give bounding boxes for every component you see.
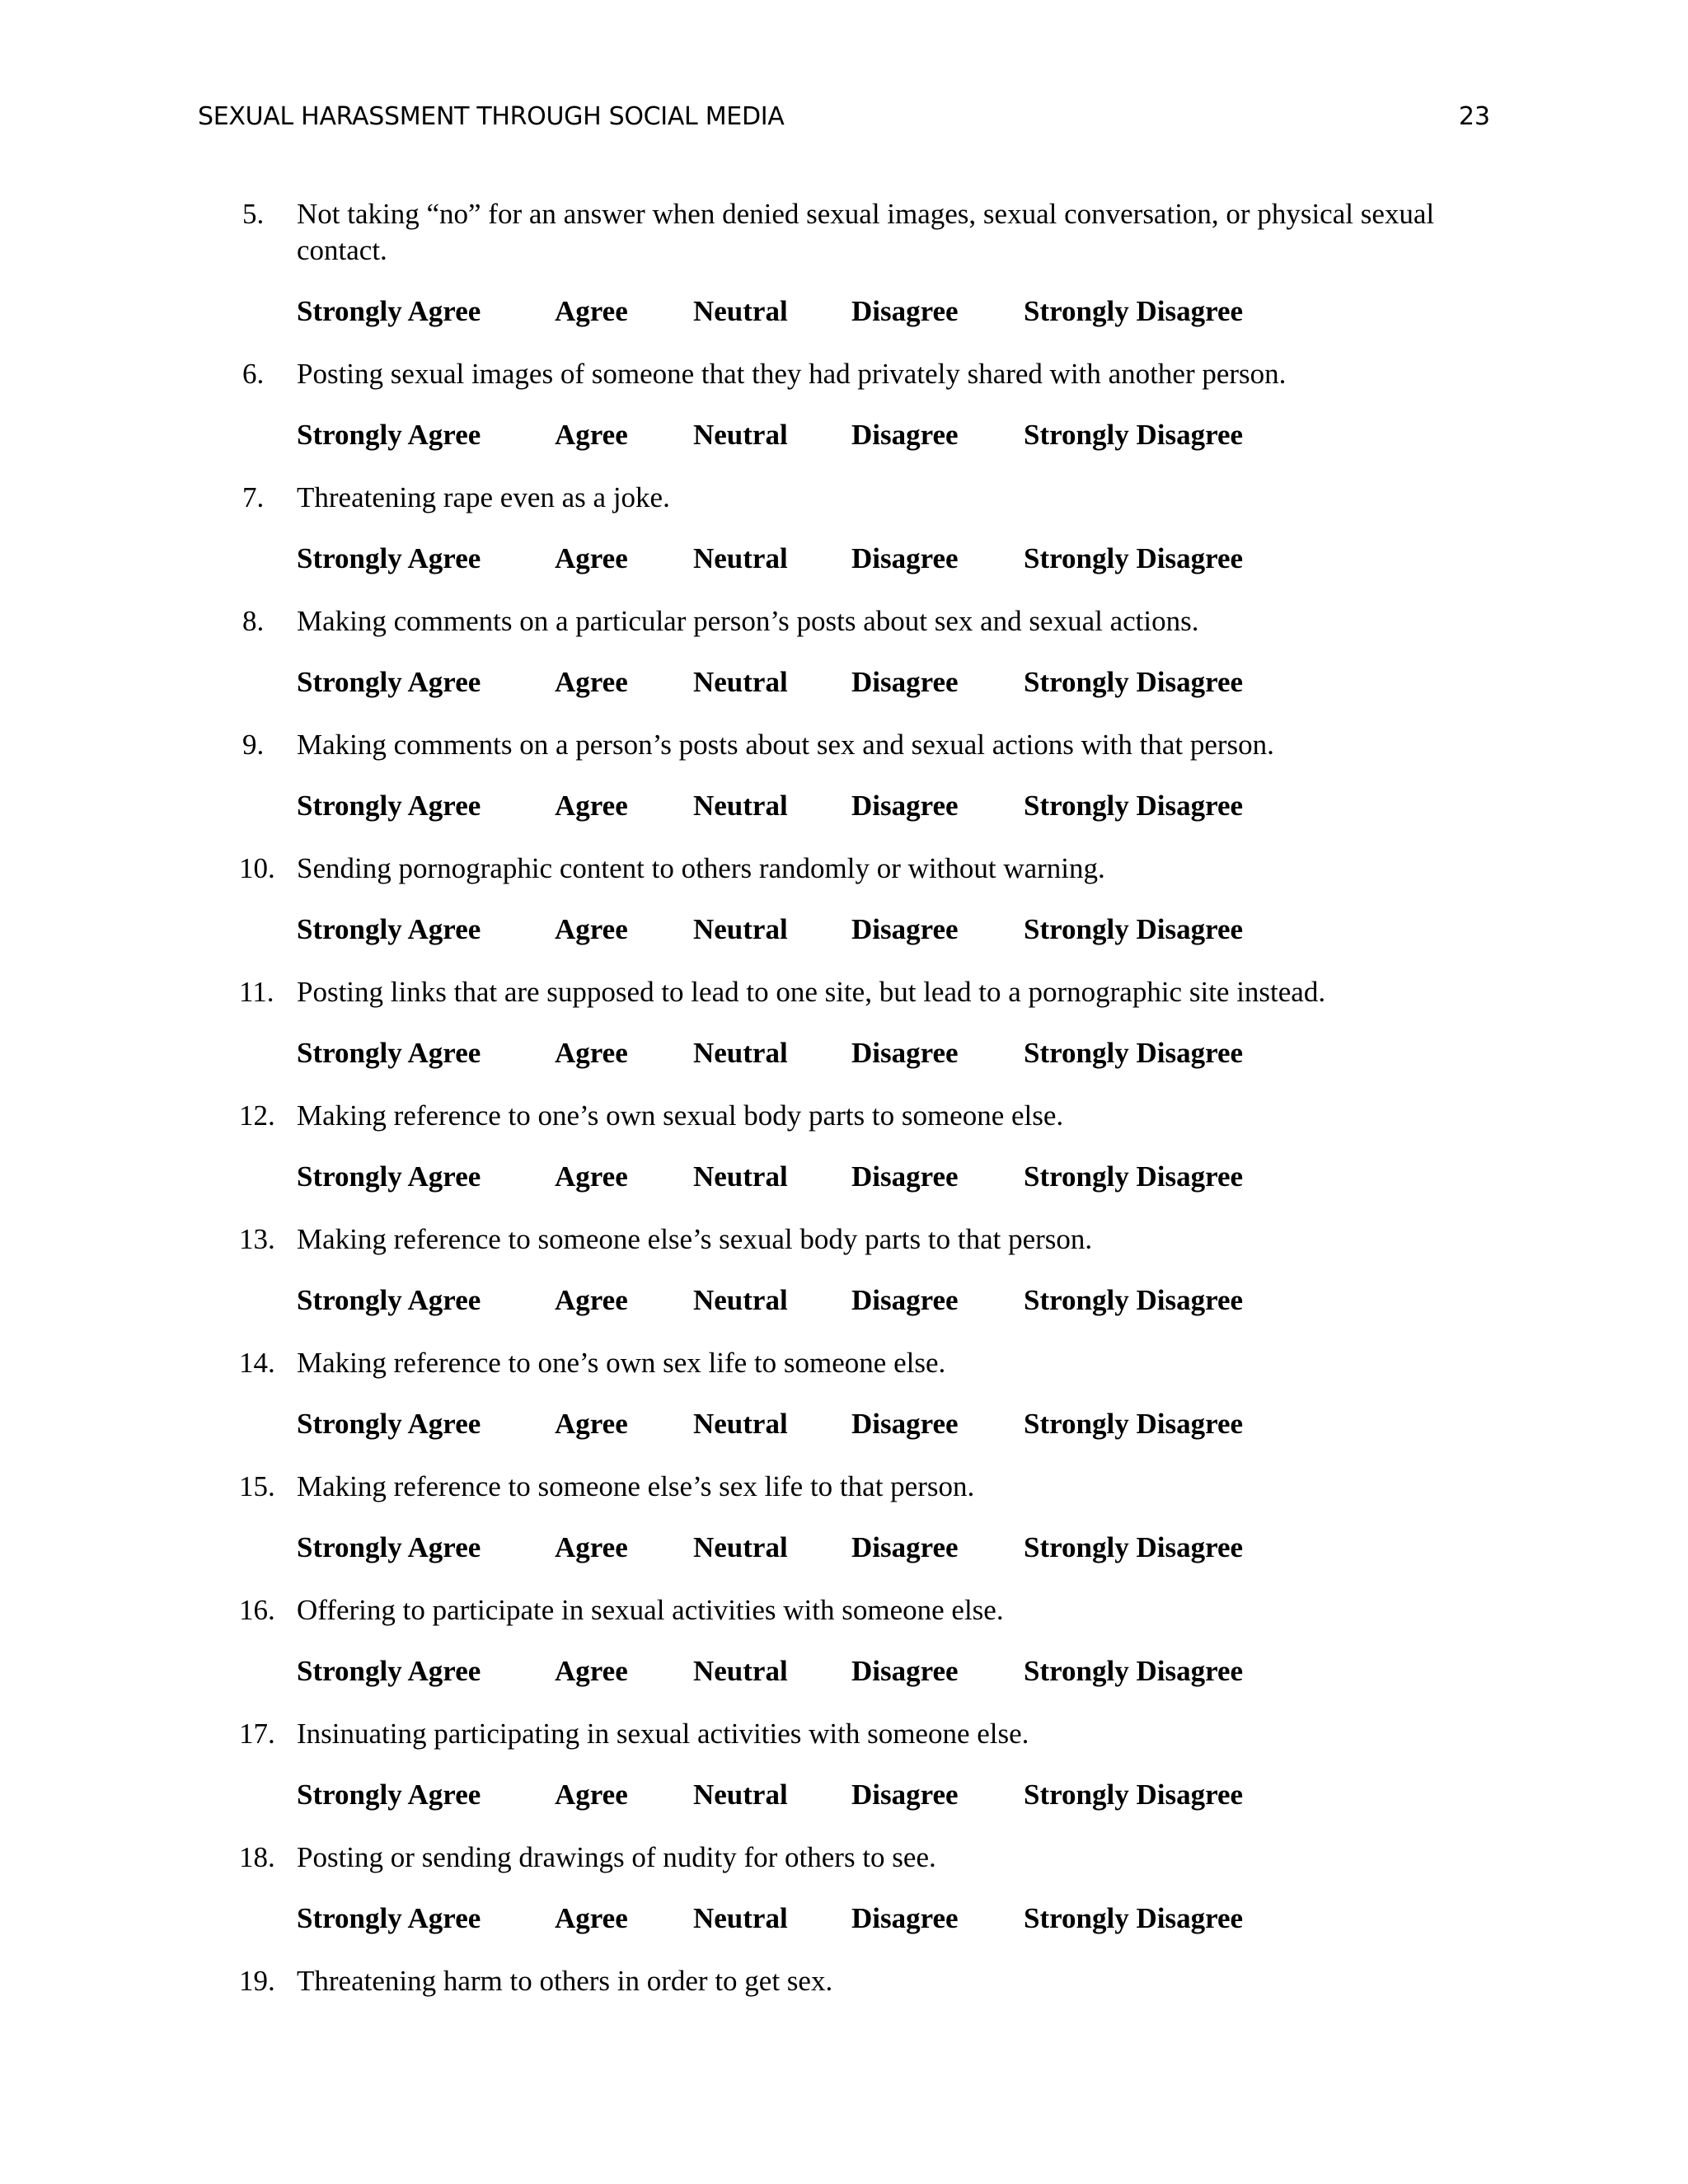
scale-option-disagree: Disagree — [851, 1037, 959, 1069]
scale-option-strongly-agree: Strongly Agree — [297, 1037, 481, 1069]
scale-option-strongly-disagree: Strongly Disagree — [1024, 419, 1244, 451]
item-text: Sending pornographic content to others randomly or without warning. — [297, 852, 1105, 884]
survey-item — [242, 727, 1495, 824]
item-text: Making comments on a person’s posts about sex and sexual actions with that person. — [297, 729, 1274, 761]
item-number: 7. — [242, 481, 265, 513]
scale-option-agree: Agree — [555, 1779, 628, 1811]
scale-option-disagree: Disagree — [851, 542, 959, 574]
likert-scale — [297, 293, 1495, 330]
scale-option-disagree: Disagree — [851, 1655, 959, 1687]
item-number: 15. — [239, 1470, 275, 1502]
scale-option-disagree: Disagree — [851, 1284, 959, 1316]
likert-scale — [297, 1282, 1495, 1319]
scale-option-strongly-disagree: Strongly Disagree — [1024, 666, 1244, 698]
scale-option-strongly-agree: Strongly Agree — [297, 1655, 481, 1687]
scale-option-strongly-disagree: Strongly Disagree — [1024, 1037, 1244, 1069]
likert-scale — [297, 541, 1495, 577]
scale-option-neutral: Neutral — [693, 1037, 788, 1069]
scale-option-neutral: Neutral — [693, 1531, 788, 1563]
likert-scale — [297, 417, 1495, 453]
survey-item — [239, 1469, 1495, 1566]
likert-scale — [297, 1653, 1495, 1690]
scale-option-disagree: Disagree — [851, 1779, 959, 1811]
survey-item — [242, 356, 1495, 453]
survey-item — [239, 974, 1495, 1071]
item-number: 10. — [239, 852, 275, 884]
scale-option-strongly-disagree: Strongly Disagree — [1024, 1902, 1244, 1934]
scale-option-disagree: Disagree — [851, 1408, 959, 1440]
scale-option-strongly-agree: Strongly Agree — [297, 1408, 481, 1440]
scale-option-strongly-agree: Strongly Agree — [297, 913, 481, 945]
likert-scale — [297, 1035, 1495, 1071]
survey-item — [242, 603, 1495, 701]
scale-option-agree: Agree — [555, 1655, 628, 1687]
item-text: Insinuating participating in sexual activities with someone else. — [297, 1718, 1029, 1750]
scale-option-strongly-disagree: Strongly Disagree — [1024, 790, 1244, 822]
survey-item — [239, 1345, 1495, 1442]
scale-option-agree: Agree — [555, 913, 628, 945]
likert-scale — [297, 664, 1495, 701]
scale-option-agree: Agree — [555, 295, 628, 327]
item-number: 11. — [239, 976, 274, 1008]
scale-option-neutral: Neutral — [693, 790, 788, 822]
likert-scale — [297, 912, 1495, 948]
likert-scale — [297, 1777, 1495, 1813]
likert-scale — [297, 1406, 1495, 1442]
survey-item — [239, 851, 1495, 948]
scale-option-disagree: Disagree — [851, 1902, 959, 1934]
scale-option-strongly-disagree: Strongly Disagree — [1024, 1531, 1244, 1563]
scale-option-disagree: Disagree — [851, 913, 959, 945]
scale-option-neutral: Neutral — [693, 913, 788, 945]
item-text: Posting or sending drawings of nudity for others to see. — [297, 1841, 936, 1873]
scale-option-strongly-disagree: Strongly Disagree — [1024, 1284, 1244, 1316]
scale-option-disagree: Disagree — [851, 666, 959, 698]
scale-option-disagree: Disagree — [851, 419, 959, 451]
item-number: 16. — [239, 1594, 275, 1626]
scale-option-neutral: Neutral — [693, 1655, 788, 1687]
scale-option-strongly-disagree: Strongly Disagree — [1024, 1160, 1244, 1193]
scale-option-agree: Agree — [555, 1408, 628, 1440]
item-number: 8. — [242, 605, 265, 637]
likert-scale — [297, 1530, 1495, 1566]
item-text: Making reference to one’s own sex life to someone else. — [297, 1347, 946, 1379]
item-number: 19. — [239, 1965, 275, 1997]
scale-option-disagree: Disagree — [851, 1160, 959, 1193]
item-text: Making reference to someone else’s sexual body parts to that person. — [297, 1223, 1093, 1255]
item-number: 12. — [239, 1099, 275, 1132]
item-number: 9. — [242, 729, 265, 761]
item-text: Making reference to someone else’s sex life to that person. — [297, 1470, 975, 1502]
survey-item — [239, 1716, 1495, 1813]
survey-item — [242, 480, 1495, 577]
scale-option-strongly-disagree: Strongly Disagree — [1024, 542, 1244, 574]
scale-option-neutral: Neutral — [693, 542, 788, 574]
scale-option-strongly-agree: Strongly Agree — [297, 790, 481, 822]
scale-option-agree: Agree — [555, 1284, 628, 1316]
survey-item — [239, 1963, 1495, 1999]
item-text: Making comments on a particular person’s posts about sex and sexual actions. — [297, 605, 1199, 637]
item-text: Not taking “no” for an answer when denied sexual images, sexual conversation, or physical sexual contact. — [297, 198, 1435, 266]
scale-option-agree: Agree — [555, 1160, 628, 1193]
item-text: Offering to participate in sexual activities with someone else. — [297, 1594, 1004, 1626]
running-head — [198, 99, 1490, 135]
scale-option-disagree: Disagree — [851, 295, 959, 327]
scale-option-disagree: Disagree — [851, 1531, 959, 1563]
scale-option-agree: Agree — [555, 666, 628, 698]
scale-option-agree: Agree — [555, 790, 628, 822]
page-number: 23 — [1458, 102, 1490, 131]
item-text: Threatening rape even as a joke. — [297, 481, 670, 513]
scale-option-disagree: Disagree — [851, 790, 959, 822]
scale-option-neutral: Neutral — [693, 419, 788, 451]
scale-option-strongly-agree: Strongly Agree — [297, 419, 481, 451]
likert-scale — [297, 788, 1495, 824]
survey-item — [239, 1221, 1495, 1319]
scale-option-neutral: Neutral — [693, 1902, 788, 1934]
item-text: Threatening harm to others in order to get sex. — [297, 1965, 833, 1997]
scale-option-strongly-disagree: Strongly Disagree — [1024, 913, 1244, 945]
likert-scale — [297, 1159, 1495, 1195]
item-number: 18. — [239, 1841, 275, 1873]
scale-option-strongly-disagree: Strongly Disagree — [1024, 1408, 1244, 1440]
scale-option-neutral: Neutral — [693, 666, 788, 698]
item-text: Posting sexual images of someone that they had privately shared with another person. — [297, 358, 1287, 390]
scale-option-neutral: Neutral — [693, 295, 788, 327]
survey-item — [239, 1840, 1495, 1937]
scale-option-strongly-disagree: Strongly Disagree — [1024, 295, 1244, 327]
scale-option-strongly-disagree: Strongly Disagree — [1024, 1655, 1244, 1687]
scale-option-strongly-agree: Strongly Agree — [297, 1779, 481, 1811]
scale-option-strongly-agree: Strongly Agree — [297, 1531, 481, 1563]
scale-option-agree: Agree — [555, 419, 628, 451]
scale-option-strongly-agree: Strongly Agree — [297, 666, 481, 698]
scale-option-strongly-agree: Strongly Agree — [297, 1902, 481, 1934]
survey-item-list — [239, 196, 1495, 1999]
item-number: 17. — [239, 1718, 275, 1750]
scale-option-agree: Agree — [555, 1531, 628, 1563]
item-number: 14. — [239, 1347, 275, 1379]
scale-option-strongly-agree: Strongly Agree — [297, 542, 481, 574]
scale-option-agree: Agree — [555, 1902, 628, 1934]
scale-option-neutral: Neutral — [693, 1284, 788, 1316]
item-text: Posting links that are supposed to lead to one site, but lead to a pornographic site instead. — [297, 976, 1326, 1008]
item-number: 13. — [239, 1223, 275, 1255]
scale-option-agree: Agree — [555, 542, 628, 574]
item-number: 5. — [242, 198, 265, 230]
scale-option-neutral: Neutral — [693, 1160, 788, 1193]
survey-item — [239, 1592, 1495, 1690]
scale-option-strongly-agree: Strongly Agree — [297, 1160, 481, 1193]
item-number: 6. — [242, 358, 265, 390]
scale-option-neutral: Neutral — [693, 1408, 788, 1440]
scale-option-strongly-agree: Strongly Agree — [297, 1284, 481, 1316]
scale-option-neutral: Neutral — [693, 1779, 788, 1811]
likert-scale — [297, 1900, 1495, 1937]
survey-item — [242, 196, 1495, 330]
item-text: Making reference to one’s own sexual body parts to someone else. — [297, 1099, 1064, 1132]
survey-item — [239, 1098, 1495, 1195]
scale-option-strongly-agree: Strongly Agree — [297, 295, 481, 327]
running-title: SEXUAL HARASSMENT THROUGH SOCIAL MEDIA — [198, 102, 785, 131]
scale-option-agree: Agree — [555, 1037, 628, 1069]
scale-option-strongly-disagree: Strongly Disagree — [1024, 1779, 1244, 1811]
